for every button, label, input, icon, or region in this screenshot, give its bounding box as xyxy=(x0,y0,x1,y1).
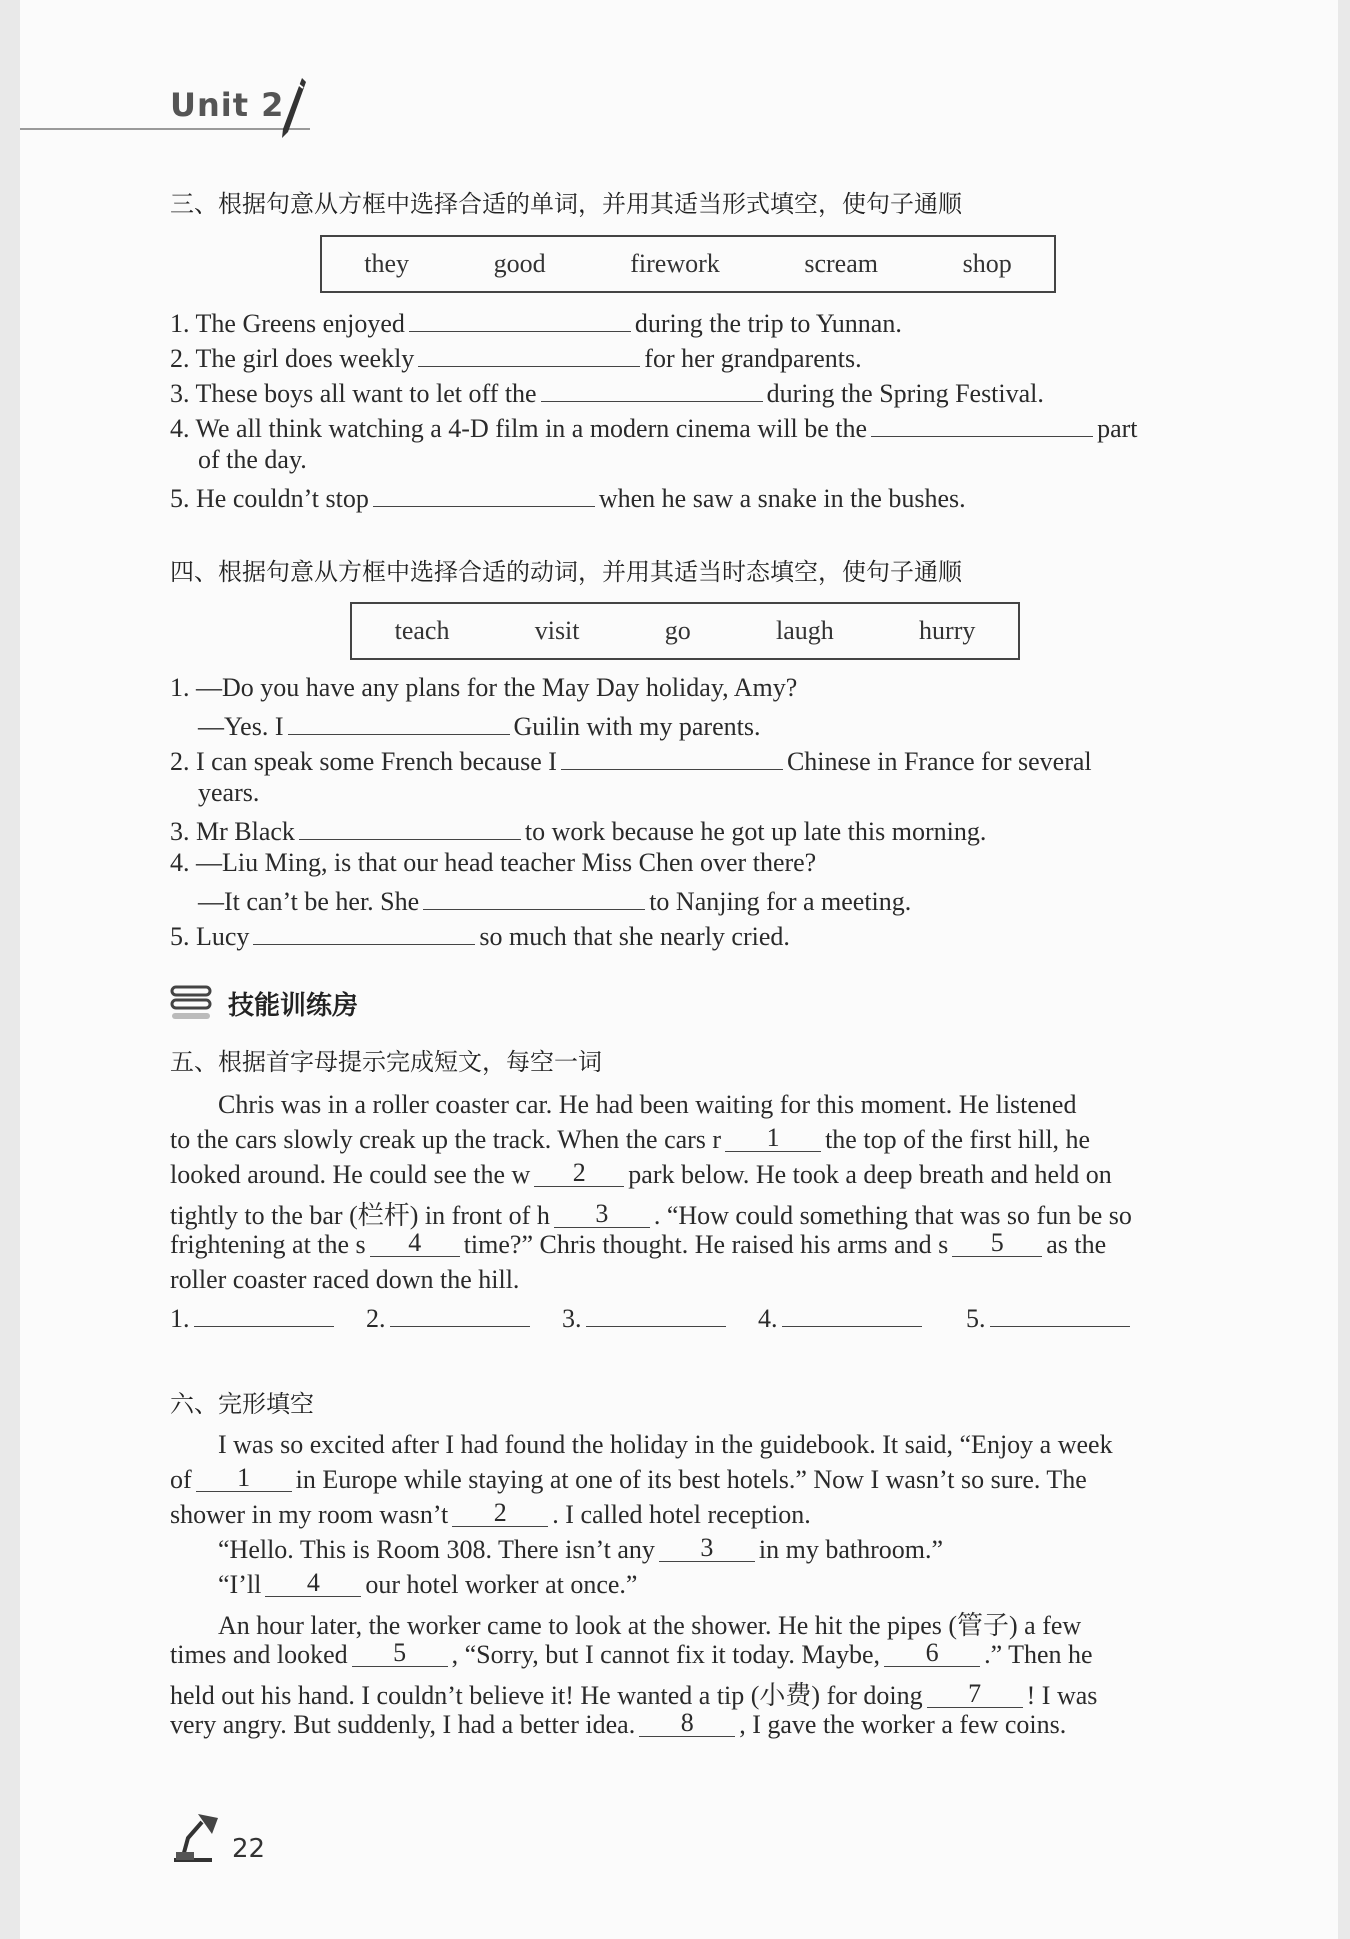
passage-line: “I’ll 4 our hotel worker at once.” xyxy=(218,1568,638,1599)
passage-blank[interactable]: 1 xyxy=(725,1125,821,1152)
word-box-item: teach xyxy=(394,616,450,645)
answer-blank[interactable] xyxy=(299,813,521,840)
question-continuation: years. xyxy=(198,778,260,807)
passage-line: tightly to the bar (栏杆) in front of h 3 . “How could something that was so fun be so xyxy=(170,1199,1132,1230)
answer-blank[interactable] xyxy=(373,480,595,507)
passage-blank[interactable]: 3 xyxy=(554,1201,650,1228)
cloze-blank[interactable]: 2 xyxy=(452,1500,548,1527)
answer-blank[interactable] xyxy=(253,918,475,945)
workbook-page xyxy=(20,0,1338,1939)
word-box-3 xyxy=(320,235,1056,293)
answer-row: 5. xyxy=(966,1300,1134,1334)
passage-line: looked around. He could see the w 2 park below. He took a deep breath and held on xyxy=(170,1158,1112,1189)
section-5-heading: 五、根据首字母提示完成短文，每空一词 xyxy=(170,1048,602,1076)
answer-blank[interactable] xyxy=(390,1300,530,1327)
question: —It can’t be her. She to Nanjing for a meeting. xyxy=(198,883,911,917)
answer-row: 4. xyxy=(758,1300,926,1334)
passage-blank[interactable]: 4 xyxy=(370,1230,460,1257)
header-rule xyxy=(20,128,310,130)
question: 2. I can speak some French because I Chinese in France for several xyxy=(170,743,1092,777)
section-6-heading: 六、完形填空 xyxy=(170,1390,314,1418)
answer-blank[interactable] xyxy=(871,410,1093,437)
question: 1. The Greens enjoyed during the trip to Yunnan. xyxy=(170,305,902,339)
word-box-item: scream xyxy=(804,249,878,278)
cloze-blank[interactable]: 8 xyxy=(639,1710,735,1737)
skills-banner xyxy=(170,983,358,1023)
question: —Yes. I Guilin with my parents. xyxy=(198,708,760,742)
answer-row: 1. xyxy=(170,1300,338,1334)
question: 1. —Do you have any plans for the May Day holiday, Amy? xyxy=(170,673,798,702)
question: 3. These boys all want to let off the during the Spring Festival. xyxy=(170,375,1044,409)
answer-row: 3. xyxy=(562,1300,730,1334)
desk-lamp-icon xyxy=(168,1808,228,1864)
answer-blank[interactable] xyxy=(423,883,645,910)
passage-blank[interactable]: 5 xyxy=(952,1230,1042,1257)
word-box-item: go xyxy=(664,616,691,645)
word-box-item: firework xyxy=(630,249,720,278)
passage-line: shower in my room wasn’t 2 . I called hotel reception. xyxy=(170,1498,811,1529)
section-3-heading: 三、根据句意从方框中选择合适的单词，并用其适当形式填空，使句子通顺 xyxy=(170,190,962,218)
passage-line: very angry. But suddenly, I had a better idea. 8 , I gave the worker a few coins. xyxy=(170,1708,1067,1739)
question: 5. He couldn’t stop when he saw a snake in the bushes. xyxy=(170,480,966,514)
passage-line: An hour later, the worker came to look at the shower. He hit the pipes (管子) a few xyxy=(218,1611,1082,1640)
unit-title: Unit 2 xyxy=(170,86,285,124)
answer-blank[interactable] xyxy=(541,375,763,402)
word-box-item: laugh xyxy=(776,616,834,645)
passage-line: to the cars slowly creak up the track. When the cars r 1 the top of the first hill, he xyxy=(170,1123,1091,1154)
section-4-heading: 四、根据句意从方框中选择合适的动词，并用其适当时态填空，使句子通顺 xyxy=(170,558,962,586)
answer-blank[interactable] xyxy=(561,743,783,770)
skills-title: 技能训练房 xyxy=(228,990,359,1021)
passage-line: held out his hand. I couldn’t believe it! He wanted a tip (小费) for doing 7 ! I was xyxy=(170,1679,1098,1710)
answer-row: 2. xyxy=(366,1300,534,1334)
cloze-blank[interactable]: 3 xyxy=(659,1535,755,1562)
question: 2. The girl does weekly for her grandparents. xyxy=(170,340,862,374)
passage-line: of 1 in Europe while staying at one of its best hotels.” Now I wasn’t so sure. The xyxy=(170,1463,1087,1494)
passage-line: “Hello. This is Room 308. There isn’t any 3 in my bathroom.” xyxy=(218,1533,944,1564)
passage-blank[interactable]: 2 xyxy=(534,1160,624,1187)
passage-line: I was so excited after I had found the holiday in the guidebook. It said, “Enjoy a week xyxy=(218,1430,1113,1459)
word-box-item: good xyxy=(493,249,546,278)
cloze-blank[interactable]: 1 xyxy=(196,1465,292,1492)
question: 3. Mr Black to work because he got up late this morning. xyxy=(170,813,986,847)
stacked-lines-icon xyxy=(170,983,214,1023)
cloze-blank[interactable]: 4 xyxy=(265,1570,361,1597)
answer-blank[interactable] xyxy=(782,1300,922,1327)
word-box-item: hurry xyxy=(919,616,976,645)
passage-line: roller coaster raced down the hill. xyxy=(170,1265,520,1294)
passage-line: frightening at the s 4 time?” Chris thought. He raised his arms and s 5 as the xyxy=(170,1228,1107,1259)
page-number: 22 xyxy=(232,1834,266,1864)
passage-line: Chris was in a roller coaster car. He had been waiting for this moment. He listened xyxy=(218,1090,1077,1119)
cloze-blank[interactable]: 5 xyxy=(352,1640,448,1667)
answer-blank[interactable] xyxy=(288,708,510,735)
answer-blank[interactable] xyxy=(194,1300,334,1327)
answer-blank[interactable] xyxy=(990,1300,1130,1327)
word-box-item: shop xyxy=(962,249,1012,278)
question: 4. —Liu Ming, is that our head teacher Miss Chen over there? xyxy=(170,848,817,877)
question: 5. Lucy so much that she nearly cried. xyxy=(170,918,790,952)
cloze-blank[interactable]: 7 xyxy=(927,1681,1023,1708)
pen-icon xyxy=(278,76,308,140)
answer-blank[interactable] xyxy=(586,1300,726,1327)
question: 4. We all think watching a 4-D film in a modern cinema will be the part xyxy=(170,410,1138,444)
word-box-4 xyxy=(350,602,1020,660)
question-continuation: of the day. xyxy=(198,445,307,474)
cloze-blank[interactable]: 6 xyxy=(884,1640,980,1667)
answer-blank[interactable] xyxy=(418,340,640,367)
word-box-item: they xyxy=(364,249,410,278)
passage-line: times and looked 5 , “Sorry, but I cannot fix it today. Maybe, 6 .” Then he xyxy=(170,1638,1093,1669)
answer-blank[interactable] xyxy=(409,305,631,332)
word-box-item: visit xyxy=(534,616,580,645)
